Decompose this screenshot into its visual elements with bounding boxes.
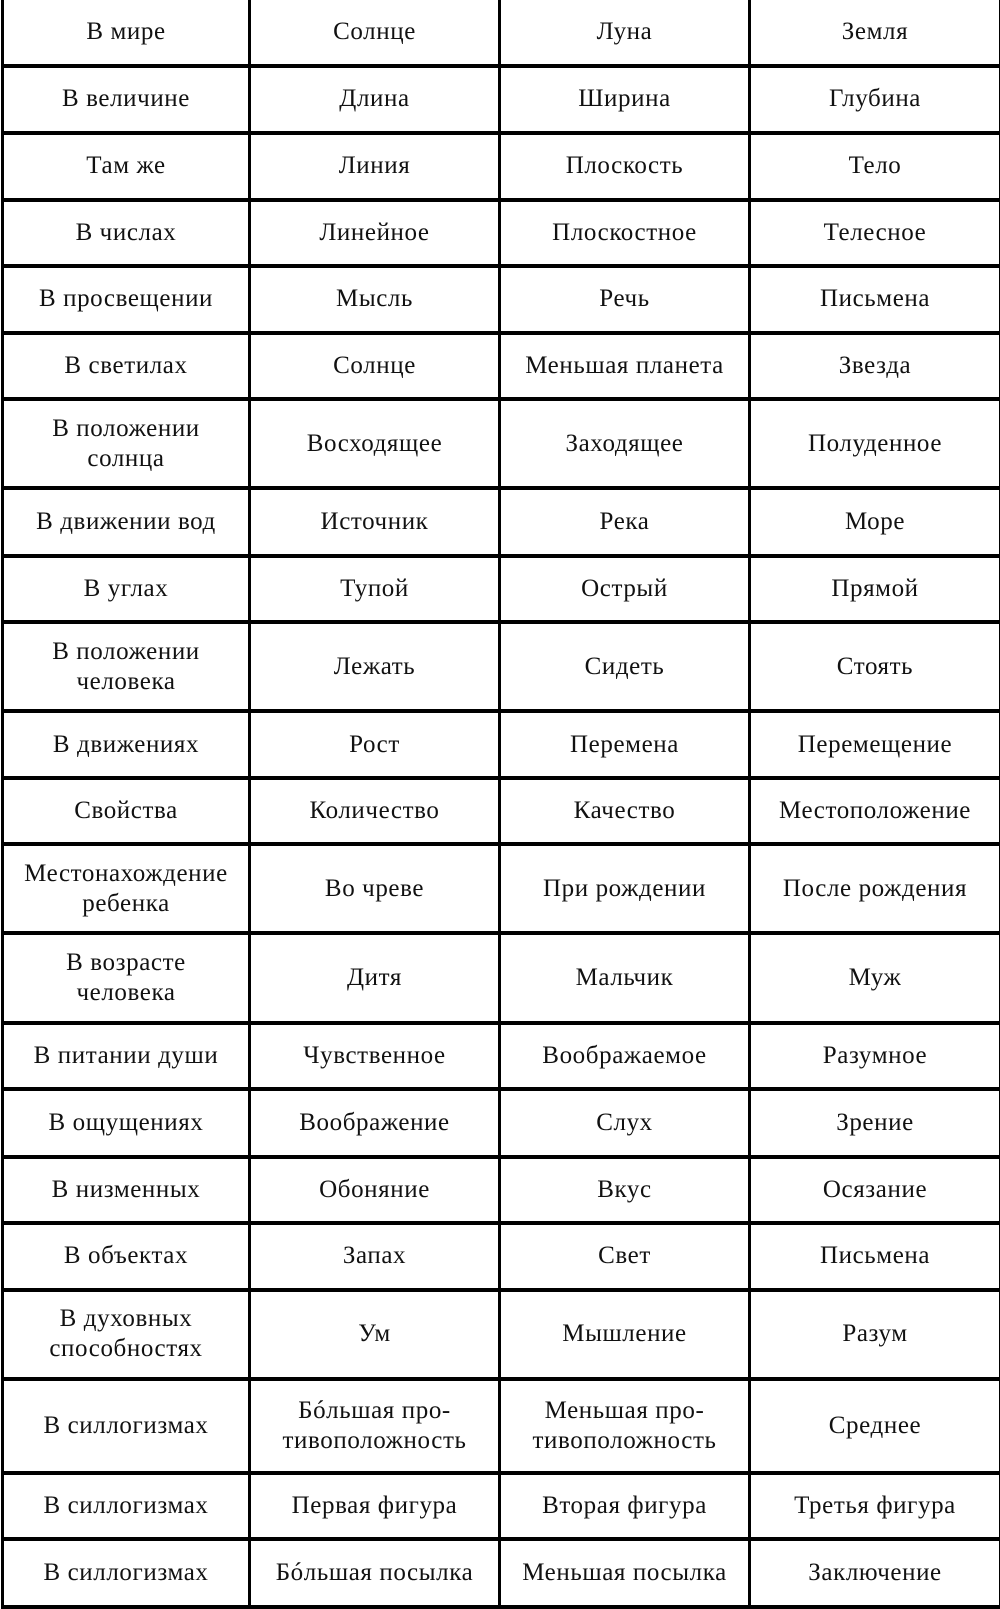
table-row — [3, 711, 1000, 778]
cell-text: Муж — [848, 963, 902, 991]
cell-text: Во чреве — [324, 874, 425, 902]
table-row — [3, 1223, 1000, 1290]
cell-text: В питании души — [33, 1041, 219, 1069]
row-category-cell — [3, 66, 250, 134]
table-row — [3, 1379, 1000, 1473]
table-row — [3, 488, 1000, 556]
table-cell — [500, 1539, 750, 1607]
table-cell — [750, 778, 1000, 845]
row-category-cell — [3, 1023, 250, 1090]
cell-text: В духовных — [59, 1305, 193, 1333]
cell-text: В силлогизмах — [43, 1559, 209, 1587]
cell-text: Мышление — [562, 1320, 687, 1348]
cell-text: В углах — [83, 575, 169, 603]
row-category-cell — [3, 778, 250, 845]
cell-text: Меньшая про- — [544, 1396, 705, 1424]
cell-text: Вторая фигура — [542, 1492, 707, 1520]
cell-text: Зрение — [836, 1108, 914, 1136]
table-cell — [250, 1473, 500, 1540]
table-cell — [500, 622, 750, 711]
cell-text: Стоять — [836, 652, 914, 680]
cell-text: Длина — [339, 85, 410, 113]
table-cell — [750, 933, 1000, 1022]
cell-text: человека — [76, 667, 176, 695]
cell-text: тивоположность — [532, 1426, 717, 1454]
table-cell — [250, 622, 500, 711]
cell-text: В ощущениях — [48, 1108, 204, 1136]
table-cell — [750, 844, 1000, 933]
cell-text: В движении вод — [36, 507, 216, 535]
table-cell — [250, 844, 500, 933]
cell-text: Чувственное — [303, 1041, 446, 1069]
cell-text: Перемещение — [797, 730, 953, 758]
table-cell — [500, 333, 750, 400]
cell-text: При рождении — [543, 874, 706, 902]
table-cell — [500, 1157, 750, 1224]
cell-text: Разумное — [822, 1041, 928, 1069]
table-row — [3, 399, 1000, 488]
table-cell — [250, 1539, 500, 1607]
table-cell — [500, 1089, 750, 1157]
cell-text: Слух — [596, 1108, 653, 1136]
cell-text: способностях — [49, 1335, 203, 1363]
table-cell — [750, 266, 1000, 333]
row-category-cell — [3, 266, 250, 333]
cell-text: ребенка — [82, 889, 170, 917]
cell-text: Источник — [320, 507, 429, 535]
cell-text: Луна — [596, 17, 653, 45]
table-cell — [750, 0, 1000, 66]
cell-text: Первая фигура — [291, 1492, 458, 1520]
table-cell — [250, 1089, 500, 1157]
table-cell — [250, 933, 500, 1022]
table-cell — [250, 0, 500, 66]
cell-text: Восходящее — [306, 429, 443, 457]
cell-text: После рождения — [782, 874, 968, 902]
cell-text: Речь — [599, 285, 650, 313]
table-cell — [500, 1290, 750, 1379]
table-cell — [500, 778, 750, 845]
table-cell — [250, 266, 500, 333]
cell-text: Воображение — [299, 1108, 450, 1136]
table-cell — [750, 556, 1000, 623]
table-cell — [500, 556, 750, 623]
table-cell — [250, 1023, 500, 1090]
row-category-cell — [3, 333, 250, 400]
table-cell — [750, 399, 1000, 488]
cell-text: Море — [844, 507, 906, 535]
cell-text: В возрасте — [66, 948, 186, 976]
row-category-cell — [3, 488, 250, 556]
cell-text: Земля — [841, 17, 909, 45]
table-cell — [500, 1379, 750, 1473]
table-row — [3, 844, 1000, 933]
table-cell — [500, 266, 750, 333]
cell-text: Свойства — [74, 797, 178, 825]
cell-text: Бóльшая посылка — [275, 1559, 474, 1587]
cell-text: Заходящее — [565, 429, 684, 457]
cell-text: Тело — [848, 152, 902, 180]
cell-text: Вкус — [597, 1175, 652, 1203]
cell-text: Воображаемое — [542, 1041, 707, 1069]
cell-text: Местонахождение — [24, 859, 228, 887]
table-row — [3, 1473, 1000, 1540]
row-category-cell — [3, 1089, 250, 1157]
cell-text: Перемена — [570, 730, 679, 758]
table-cell — [500, 844, 750, 933]
table-cell — [250, 1290, 500, 1379]
cell-text: человека — [76, 978, 176, 1006]
table-row — [3, 1157, 1000, 1224]
cell-text: В просвещении — [38, 285, 214, 313]
cell-text: Осязание — [822, 1175, 928, 1203]
cell-text: Лежать — [333, 652, 416, 680]
row-category-cell — [3, 133, 250, 200]
cell-text: Количество — [309, 797, 440, 825]
cell-text: В положении — [52, 414, 200, 442]
cell-text: Звезда — [838, 351, 912, 379]
cell-text: Солнце — [333, 351, 416, 379]
cell-text: тивоположность — [282, 1426, 467, 1454]
table-row — [3, 133, 1000, 200]
row-category-cell — [3, 1223, 250, 1290]
cell-text: Полуденное — [807, 429, 943, 457]
table-cell — [250, 399, 500, 488]
table-cell — [250, 133, 500, 200]
table-row — [3, 556, 1000, 623]
cell-text: Заключение — [808, 1559, 942, 1587]
table-cell — [500, 133, 750, 200]
cell-text: В объектах — [63, 1242, 189, 1270]
cell-text: В светилах — [64, 351, 188, 379]
table-cell — [500, 1223, 750, 1290]
table-cell — [500, 1473, 750, 1540]
cell-text: В мире — [86, 17, 166, 45]
cell-text: Линейное — [319, 218, 430, 246]
table-cell — [500, 200, 750, 267]
table-row — [3, 933, 1000, 1022]
table-cell — [750, 622, 1000, 711]
row-category-cell — [3, 1290, 250, 1379]
table-cell — [500, 1023, 750, 1090]
table-row — [3, 1290, 1000, 1379]
table-cell — [250, 1379, 500, 1473]
cell-text: Плоскостное — [552, 218, 697, 246]
table-cell — [500, 399, 750, 488]
cell-text: Письмена — [819, 285, 931, 313]
table-cell — [750, 133, 1000, 200]
table-cell — [250, 1157, 500, 1224]
row-category-cell — [3, 0, 250, 66]
row-category-cell — [3, 399, 250, 488]
row-category-cell — [3, 1379, 250, 1473]
table-cell — [250, 66, 500, 134]
row-category-cell — [3, 1539, 250, 1607]
table-cell — [750, 66, 1000, 134]
table-cell — [750, 1089, 1000, 1157]
cell-text: Меньшая посылка — [522, 1559, 727, 1587]
table-cell — [250, 1223, 500, 1290]
cell-text: Дитя — [347, 963, 402, 991]
table-cell — [750, 1379, 1000, 1473]
table-row — [3, 200, 1000, 267]
cell-text: Плоскость — [565, 152, 684, 180]
cell-text: В положении — [52, 637, 200, 665]
cell-text: Мысль — [336, 285, 413, 313]
row-category-cell — [3, 556, 250, 623]
cell-text: Запах — [342, 1242, 407, 1270]
table-cell — [750, 488, 1000, 556]
table-cell — [500, 488, 750, 556]
cell-text: Телесное — [823, 218, 927, 246]
cell-text: Солнце — [333, 17, 416, 45]
table-cell — [250, 711, 500, 778]
table-cell — [750, 1539, 1000, 1607]
table-row — [3, 66, 1000, 134]
row-category-cell — [3, 1157, 250, 1224]
cell-text: Река — [599, 507, 650, 535]
table-row — [3, 266, 1000, 333]
row-category-cell — [3, 933, 250, 1022]
table-cell — [500, 66, 750, 134]
cell-text: В величине — [62, 85, 190, 113]
cell-text: В движениях — [52, 730, 200, 758]
table-cell — [500, 711, 750, 778]
table-cell — [750, 1023, 1000, 1090]
row-category-cell — [3, 200, 250, 267]
cell-text: Качество — [573, 797, 676, 825]
cell-text: Прямой — [831, 575, 919, 603]
table-row — [3, 1089, 1000, 1157]
cell-text: Тупой — [340, 575, 409, 603]
correspondence-table — [1, 0, 1000, 1609]
cell-text: Разум — [842, 1320, 908, 1348]
table-row — [3, 1023, 1000, 1090]
cell-text: В числах — [75, 218, 177, 246]
cell-text: Сидеть — [584, 652, 665, 680]
cell-text: В силлогизмах — [43, 1411, 209, 1439]
table-cell — [250, 778, 500, 845]
table-cell — [500, 933, 750, 1022]
table-row — [3, 1539, 1000, 1607]
cell-text: В низменных — [51, 1175, 201, 1203]
row-category-cell — [3, 1473, 250, 1540]
table-cell — [250, 488, 500, 556]
table-cell — [750, 1290, 1000, 1379]
cell-text: Письмена — [819, 1242, 931, 1270]
table-cell — [750, 1473, 1000, 1540]
table-cell — [750, 711, 1000, 778]
cell-text: Свет — [598, 1242, 651, 1270]
cell-text: Среднее — [828, 1411, 922, 1439]
cell-text: Бóльшая про- — [298, 1396, 451, 1424]
table-cell — [250, 200, 500, 267]
table-cell — [750, 1223, 1000, 1290]
cell-text: Рост — [349, 730, 400, 758]
table-cell — [250, 556, 500, 623]
table-row — [3, 0, 1000, 66]
cell-text: Третья фигура — [794, 1492, 956, 1520]
cell-text: Линия — [338, 152, 411, 180]
row-category-cell — [3, 711, 250, 778]
cell-text: Глубина — [829, 85, 921, 113]
row-category-cell — [3, 844, 250, 933]
table-row — [3, 333, 1000, 400]
cell-text: В силлогизмах — [43, 1492, 209, 1520]
table-cell — [750, 1157, 1000, 1224]
cell-text: Меньшая планета — [525, 351, 724, 379]
cell-text: Там же — [86, 152, 166, 180]
table-body — [3, 0, 1000, 1607]
table-cell — [750, 200, 1000, 267]
cell-text: Ум — [358, 1320, 391, 1348]
table-row — [3, 622, 1000, 711]
cell-text: Мальчик — [575, 963, 674, 991]
cell-text: Ширина — [578, 85, 671, 113]
table-cell — [250, 333, 500, 400]
table-cell — [500, 0, 750, 66]
table-cell — [750, 333, 1000, 400]
row-category-cell — [3, 622, 250, 711]
cell-text: Местоположение — [778, 797, 971, 825]
table-row — [3, 778, 1000, 845]
cell-text: солнца — [87, 444, 165, 472]
cell-text: Обоняние — [319, 1175, 430, 1203]
cell-text: Острый — [581, 575, 668, 603]
